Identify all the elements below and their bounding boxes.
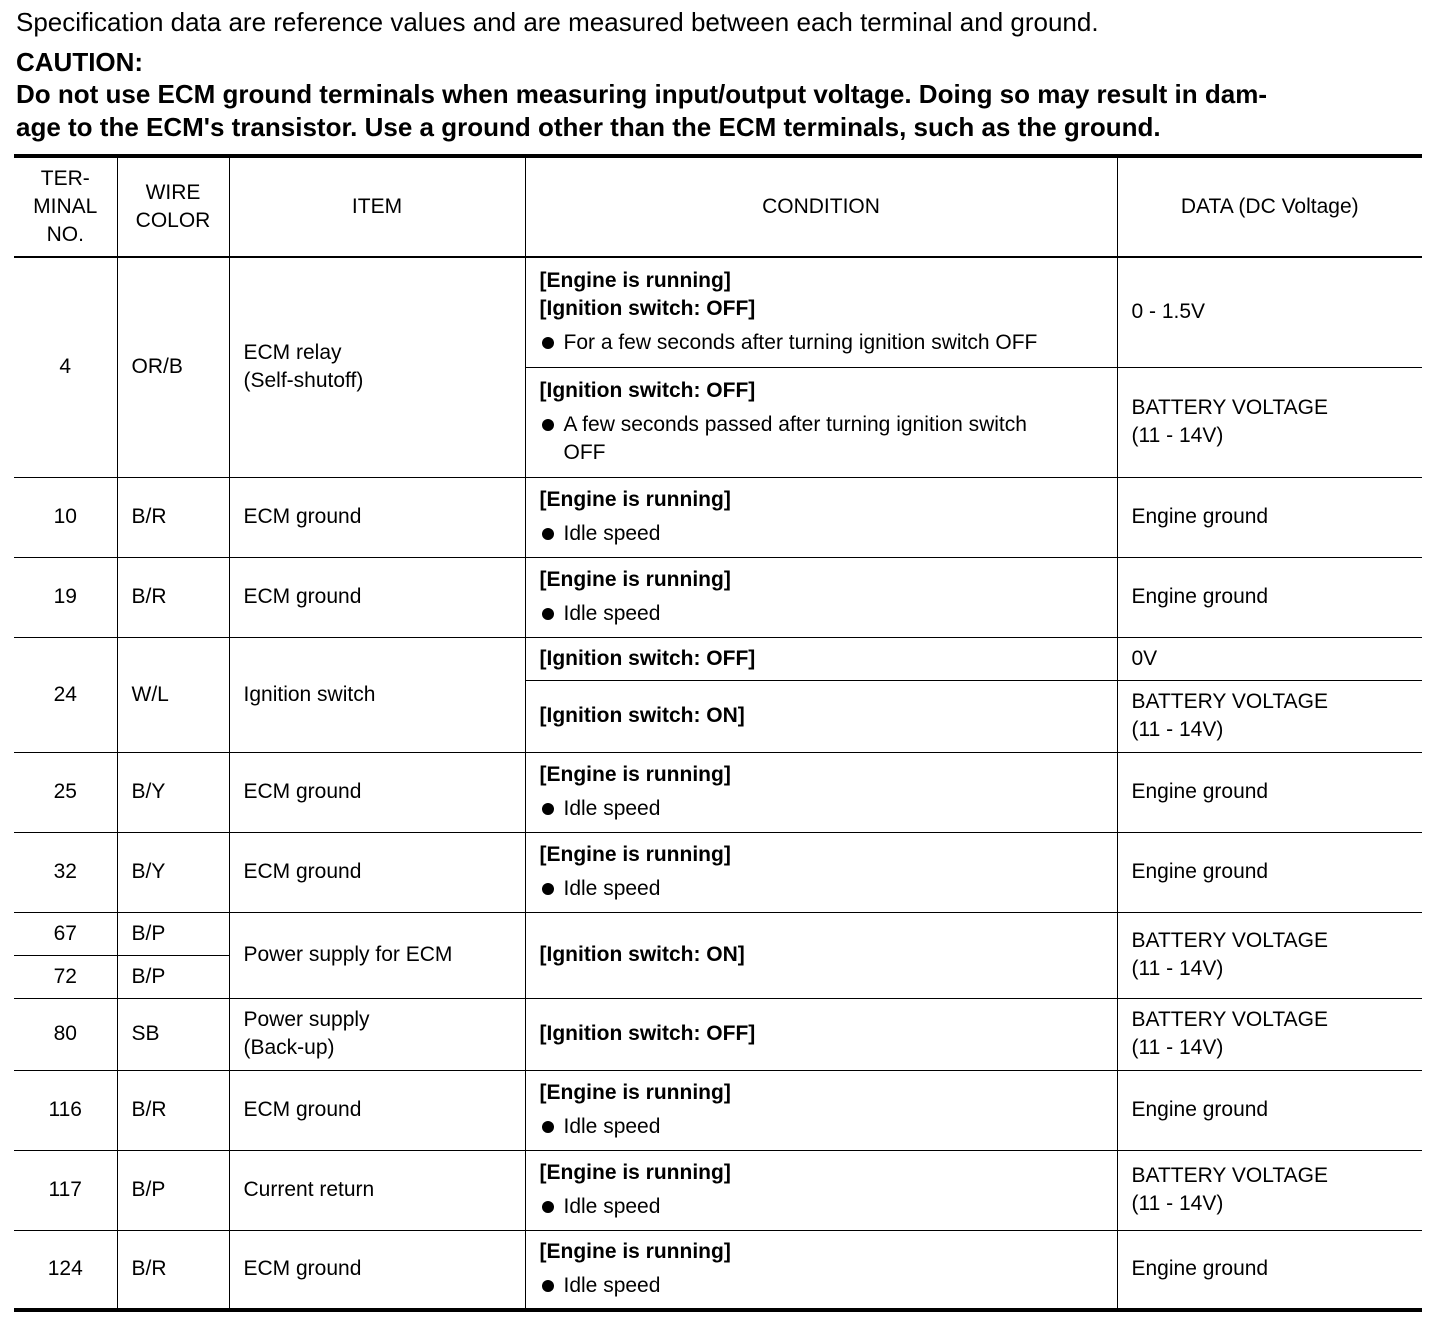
- condition: [Engine is running] [Ignition switch: OFF] For a few seconds after turning ignition switch OFF: [525, 257, 1117, 367]
- header-wire-color: WIRE COLOR: [117, 156, 229, 257]
- terminal-no: 4: [14, 257, 117, 477]
- header-condition: CONDITION: [525, 156, 1117, 257]
- terminal-no: 25: [14, 752, 117, 832]
- bullet-icon: [542, 1121, 554, 1133]
- condition: [Ignition switch: OFF]: [525, 637, 1117, 680]
- wire-color: B/Y: [117, 752, 229, 832]
- bullet-icon: [542, 883, 554, 895]
- caution-body: [16, 78, 1422, 144]
- condition: [Engine is running] Idle speed: [525, 832, 1117, 912]
- condition: [Ignition switch: OFF] A few seconds passed after turning ignition switch OFF: [525, 367, 1117, 477]
- wire-color: B/R: [117, 1230, 229, 1310]
- item: ECM ground: [229, 1230, 525, 1310]
- table-row: [14, 1230, 1422, 1310]
- table-row: [14, 1150, 1422, 1230]
- data-value: Engine ground: [1117, 557, 1422, 637]
- bullet-icon: [542, 528, 554, 540]
- data-value: Engine ground: [1117, 1070, 1422, 1150]
- item: ECM ground: [229, 557, 525, 637]
- wire-color: B/R: [117, 477, 229, 557]
- table-row: [14, 998, 1422, 1070]
- bullet-icon: [542, 803, 554, 815]
- terminal-no: 32: [14, 832, 117, 912]
- header-terminal-no: TER- MINAL NO.: [14, 156, 117, 257]
- caution-title: CAUTION:: [16, 47, 144, 77]
- condition: [Engine is running] Idle speed: [525, 1230, 1117, 1310]
- data-value: Engine ground: [1117, 832, 1422, 912]
- table-row: [14, 257, 1422, 367]
- wire-color: B/Y: [117, 832, 229, 912]
- caution-line-2: age to the ECM's transistor. Use a ground other than the ECM terminals, such as the ground.: [16, 112, 1161, 142]
- bullet-icon: [542, 1280, 554, 1292]
- wire-color: B/R: [117, 557, 229, 637]
- terminal-no: 72: [14, 955, 117, 998]
- data-value: BATTERY VOLTAGE (11 - 14V): [1117, 998, 1422, 1070]
- terminal-no: 116: [14, 1070, 117, 1150]
- table-row: [14, 637, 1422, 680]
- data-value: BATTERY VOLTAGE (11 - 14V): [1117, 1150, 1422, 1230]
- condition: [Engine is running] Idle speed: [525, 1070, 1117, 1150]
- terminal-no: 67: [14, 912, 117, 955]
- wire-color: W/L: [117, 637, 229, 752]
- data-value: BATTERY VOLTAGE (11 - 14V): [1117, 912, 1422, 998]
- condition: [Engine is running] Idle speed: [525, 1150, 1117, 1230]
- table-header-row: [14, 156, 1422, 257]
- data-value: Engine ground: [1117, 752, 1422, 832]
- terminal-no: 10: [14, 477, 117, 557]
- intro-text: Specification data are reference values and are measured between each terminal and ground.: [16, 7, 1099, 37]
- data-value: 0 - 1.5V: [1117, 257, 1422, 367]
- header-data: DATA (DC Voltage): [1117, 156, 1422, 257]
- terminal-spec-table: [14, 154, 1422, 1312]
- wire-color: B/R: [117, 1070, 229, 1150]
- bullet-icon: [542, 1201, 554, 1213]
- bullet-icon: [542, 337, 554, 349]
- wire-color: B/P: [117, 1150, 229, 1230]
- terminal-no: 24: [14, 637, 117, 752]
- table-row: [14, 477, 1422, 557]
- table-row: [14, 912, 1422, 955]
- condition: [Engine is running] Idle speed: [525, 477, 1117, 557]
- table-row: [14, 752, 1422, 832]
- data-value: Engine ground: [1117, 1230, 1422, 1310]
- bullet-icon: [542, 419, 554, 431]
- wire-color: B/P: [117, 912, 229, 955]
- item: ECM ground: [229, 832, 525, 912]
- terminal-no: 124: [14, 1230, 117, 1310]
- table-row: [14, 1070, 1422, 1150]
- item: Power supply for ECM: [229, 912, 525, 998]
- terminal-no: 117: [14, 1150, 117, 1230]
- wire-color: B/P: [117, 955, 229, 998]
- condition: [Engine is running] Idle speed: [525, 752, 1117, 832]
- data-value: Engine ground: [1117, 477, 1422, 557]
- item: ECM ground: [229, 752, 525, 832]
- table-row: [14, 557, 1422, 637]
- item: ECM relay (Self-shutoff): [229, 257, 525, 477]
- item: Current return: [229, 1150, 525, 1230]
- item: ECM ground: [229, 477, 525, 557]
- wire-color: SB: [117, 998, 229, 1070]
- condition: [Ignition switch: OFF]: [525, 998, 1117, 1070]
- condition: [Engine is running] Idle speed: [525, 557, 1117, 637]
- wire-color: OR/B: [117, 257, 229, 477]
- terminal-no: 80: [14, 998, 117, 1070]
- item: ECM ground: [229, 1070, 525, 1150]
- data-value: 0V: [1117, 637, 1422, 680]
- item: Power supply (Back-up): [229, 998, 525, 1070]
- item: Ignition switch: [229, 637, 525, 752]
- bullet-icon: [542, 608, 554, 620]
- table-row: [14, 832, 1422, 912]
- caution-line-1: Do not use ECM ground terminals when measuring input/output voltage. Doing so may result in dam-: [16, 79, 1267, 109]
- data-value: BATTERY VOLTAGE (11 - 14V): [1117, 680, 1422, 752]
- header-item: ITEM: [229, 156, 525, 257]
- condition: [Ignition switch: ON]: [525, 912, 1117, 998]
- terminal-no: 19: [14, 557, 117, 637]
- data-value: BATTERY VOLTAGE (11 - 14V): [1117, 367, 1422, 477]
- condition: [Ignition switch: ON]: [525, 680, 1117, 752]
